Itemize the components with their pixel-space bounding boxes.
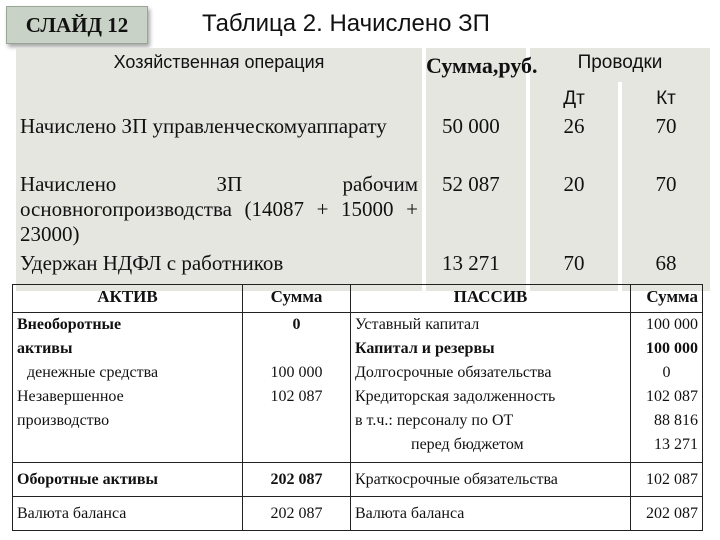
postings-column-header: Проводки [530,48,710,82]
operation-line: Удержан НДФЛ с работников [20,251,284,275]
table-row [16,170,710,249]
current-assets-sum: 202 087 [243,463,351,497]
liability-sum-header: Сумма [631,285,703,313]
current-assets-row [13,463,703,497]
liability-total-sum: 202 087 [631,497,703,531]
operation-debit: 20 [530,170,618,249]
budget-payables-label: перед бюджетом [411,436,524,453]
budget-payables-sum: 13 271 [654,436,698,453]
asset-items [13,313,243,463]
operation-line: аппарату [307,114,387,138]
liability-header: ПАССИВ [351,285,631,313]
cash-label: денежные средства [27,364,159,381]
short-term-liabilities-label: Краткосрочные обязательства [351,463,631,497]
asset-header: АКТИВ [13,285,243,313]
non-current-assets-label: Внеоборотные [17,316,122,333]
operation-line: производства (14087 + 15000 + 23000) [20,197,418,246]
operations-table [12,48,714,291]
balance-header-row [13,285,703,313]
operation-sum: 52 087 [426,170,526,249]
wip-label: Незавершенное [17,388,124,405]
operation-text [16,170,422,249]
capital-reserves-label: Капитал и резервы [355,340,495,357]
balance-body-row [13,313,703,463]
wip-label-cont: производство [17,412,110,429]
debit-column-header: Дт [530,82,618,112]
long-term-liabilities-label: Долгосрочные обязательства [355,364,552,381]
slide-number-badge [6,6,148,44]
operation-debit: 26 [530,112,618,170]
wip-sum: 102 087 [270,388,323,405]
asset-sum-header: Сумма [243,285,351,313]
short-term-liabilities-sum: 102 087 [631,463,703,497]
liability-total-label: Валюта баланса [351,497,631,531]
credit-column-header: Кт [622,82,710,112]
asset-total-label: Валюта баланса [13,497,243,531]
current-assets-label: Оборотные активы [13,463,243,497]
long-term-liabilities-sum: 0 [662,364,671,381]
staff-payables-label: в т.ч.: персоналу по ОТ [355,412,514,429]
non-current-assets-sum: 0 [292,316,301,333]
charter-capital-sum: 100 000 [646,316,698,333]
charter-capital-label: Уставный капитал [355,316,480,333]
sum-header-line2: руб. [498,53,538,78]
asset-sums [243,313,351,463]
sum-column-header [426,48,538,112]
payables-sum: 102 087 [646,388,698,405]
capital-reserves-sum: 100 000 [646,340,698,357]
operation-sum: 50 000 [426,112,526,170]
operation-credit: 70 [622,170,710,249]
table-row [16,112,710,170]
operation-sum: 13 271 [426,249,526,291]
operation-line: Начислено ЗП рабочим основного [20,172,418,221]
operation-debit: 70 [530,249,618,291]
sum-header-line1: Сумма, [426,53,499,78]
operation-line: Начислено ЗП управленческому [20,114,308,138]
operation-credit: 70 [622,112,710,170]
balance-total-row [13,497,703,531]
liability-sums [631,313,703,463]
operation-credit: 68 [622,249,710,291]
operation-text [16,112,422,170]
page-title: Таблица 2. Начислено ЗП [202,10,490,37]
liability-items [351,313,631,463]
staff-payables-sum: 88 816 [654,412,698,429]
balance-sheet-table [12,284,703,531]
cash-sum: 100 000 [270,364,323,381]
operations-header-row [16,48,710,82]
payables-label: Кредиторская задолженность [355,388,556,405]
operation-column-header: Хозяйственная операция [16,48,422,112]
asset-total-sum: 202 087 [243,497,351,531]
non-current-assets-label-cont: активы [17,340,73,357]
slide-number-label: СЛАЙД 12 [25,12,129,37]
